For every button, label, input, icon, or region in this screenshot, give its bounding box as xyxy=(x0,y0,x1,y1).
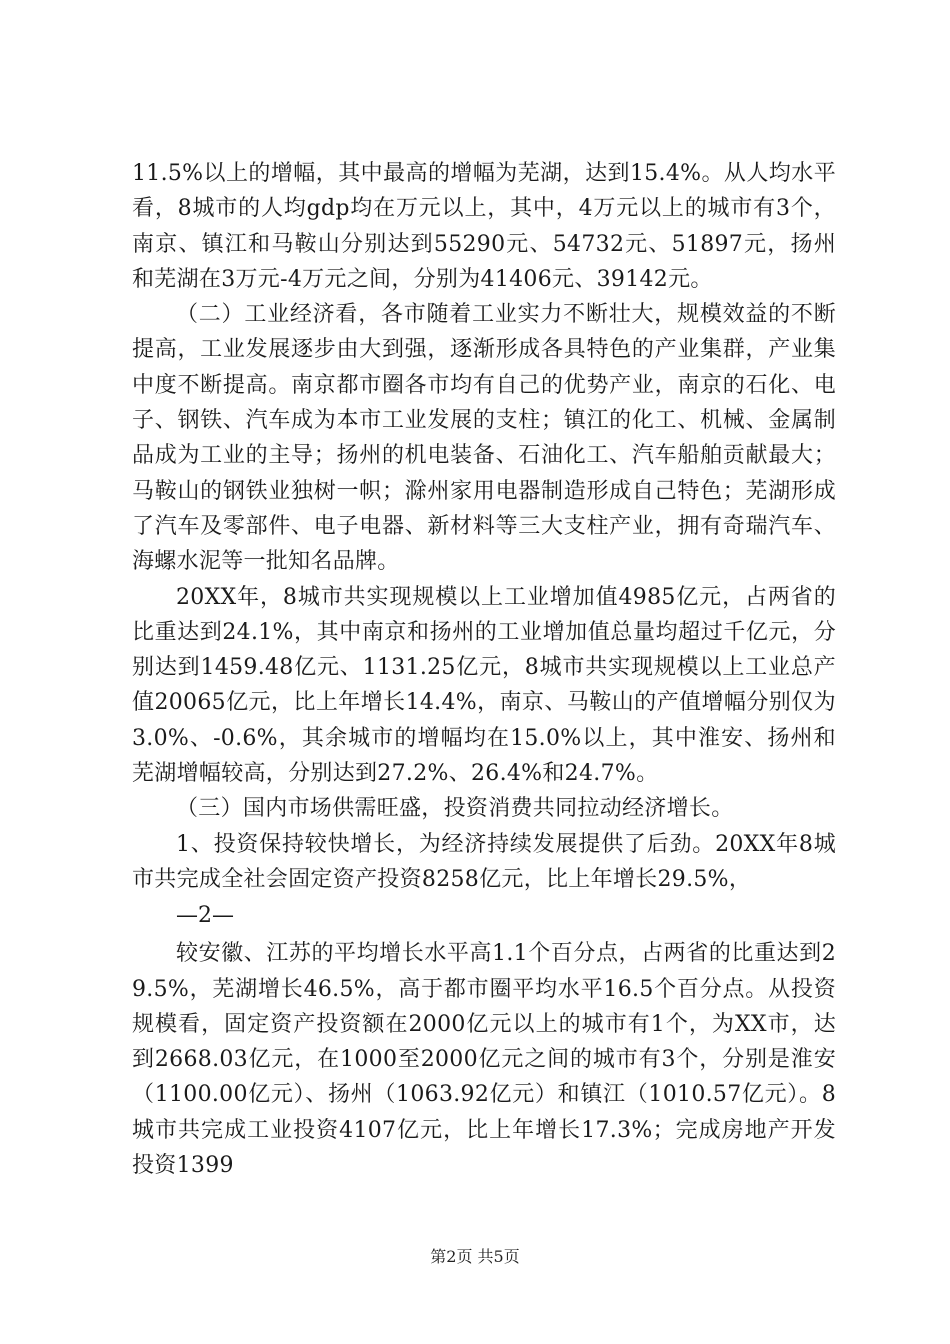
paragraph-investment-scale: 较安徽、江苏的平均增长水平高1.1个百分点，占两省的比重达到29.5%，芜湖增长46.5%，高于都市圈平均水平16.5个百分点。从投资规模看，固定资产投资额在2000亿元以上的城市有1个，为XX市，达到2668.03亿元，在1000至2000亿元之间的城市有3个，分别是淮安（1100.00亿元）、扬州（1063.92亿元）和镇江（1010.57亿元）。8城市共完成工业投资4107亿元，比上年增长17.3%；完成房地产开发投资1399 xyxy=(132,941,836,1179)
paragraph-industrial-output: 20XX年，8城市共实现规模以上工业增加值4985亿元，占两省的比重达到24.1%，其中南京和扬州的工业增加值总量均超过千亿元，分别达到1459.48亿元、1131.25亿元，8城市共实现规模以上工业总产值20065亿元，比上年增长14.4%，南京、马鞍山的产值增幅分别仅为3.0%、-0.6%，其余城市的增幅均在15.0%以上，其中淮安、扬州和芜湖增幅较高，分别达到27.2%、26.4%和24.7%。 xyxy=(132,584,836,787)
document-body xyxy=(132,156,836,1183)
page-footer: 第2页 共5页 xyxy=(430,1247,520,1266)
paragraph-industrial-economy: （二）工业经济看，各市随着工业实力不断壮大，规模效益的不断提高，工业发展逐步由大到强，逐渐形成各具特色的产业集群，产业集中度不断提高。南京都市圈各市均有自己的优势产业，南京的石化、电子、钢铁、汽车成为本市工业发展的支柱；镇江的化工、机械、金属制品成为工业的主导；扬州的机电装备、石油化工、汽车船舶贡献最大；马鞍山的钢铁业独树一帜；滁州家用电器制造形成自己特色；芜湖形成了汽车及零部件、电子电器、新材料等三大支柱产业，拥有奇瑞汽车、海螺水泥等一批知名品牌。 xyxy=(132,302,836,575)
paragraph-gdp-growth: 11.5%以上的增幅，其中最高的增幅为芜湖，达到15.4%。从人均水平看，8城市的人均gdp均在万元以上，其中，4万元以上的城市有3个，南京、镇江和马鞍山分别达到55290元、54732元、51897元，扬州和芜湖在3万元-4万元之间，分别为41406元、39142元。 xyxy=(132,161,836,292)
paragraph-investment-growth: 1、投资保持较快增长，为经济持续发展提供了后劲。20XX年8城市共完成全社会固定资产投资8258亿元，比上年增长29.5%， xyxy=(132,831,836,892)
paragraph-market-heading: （三）国内市场供需旺盛，投资消费共同拉动经济增长。 xyxy=(176,796,734,822)
page-number-marker: —2— xyxy=(176,903,234,929)
